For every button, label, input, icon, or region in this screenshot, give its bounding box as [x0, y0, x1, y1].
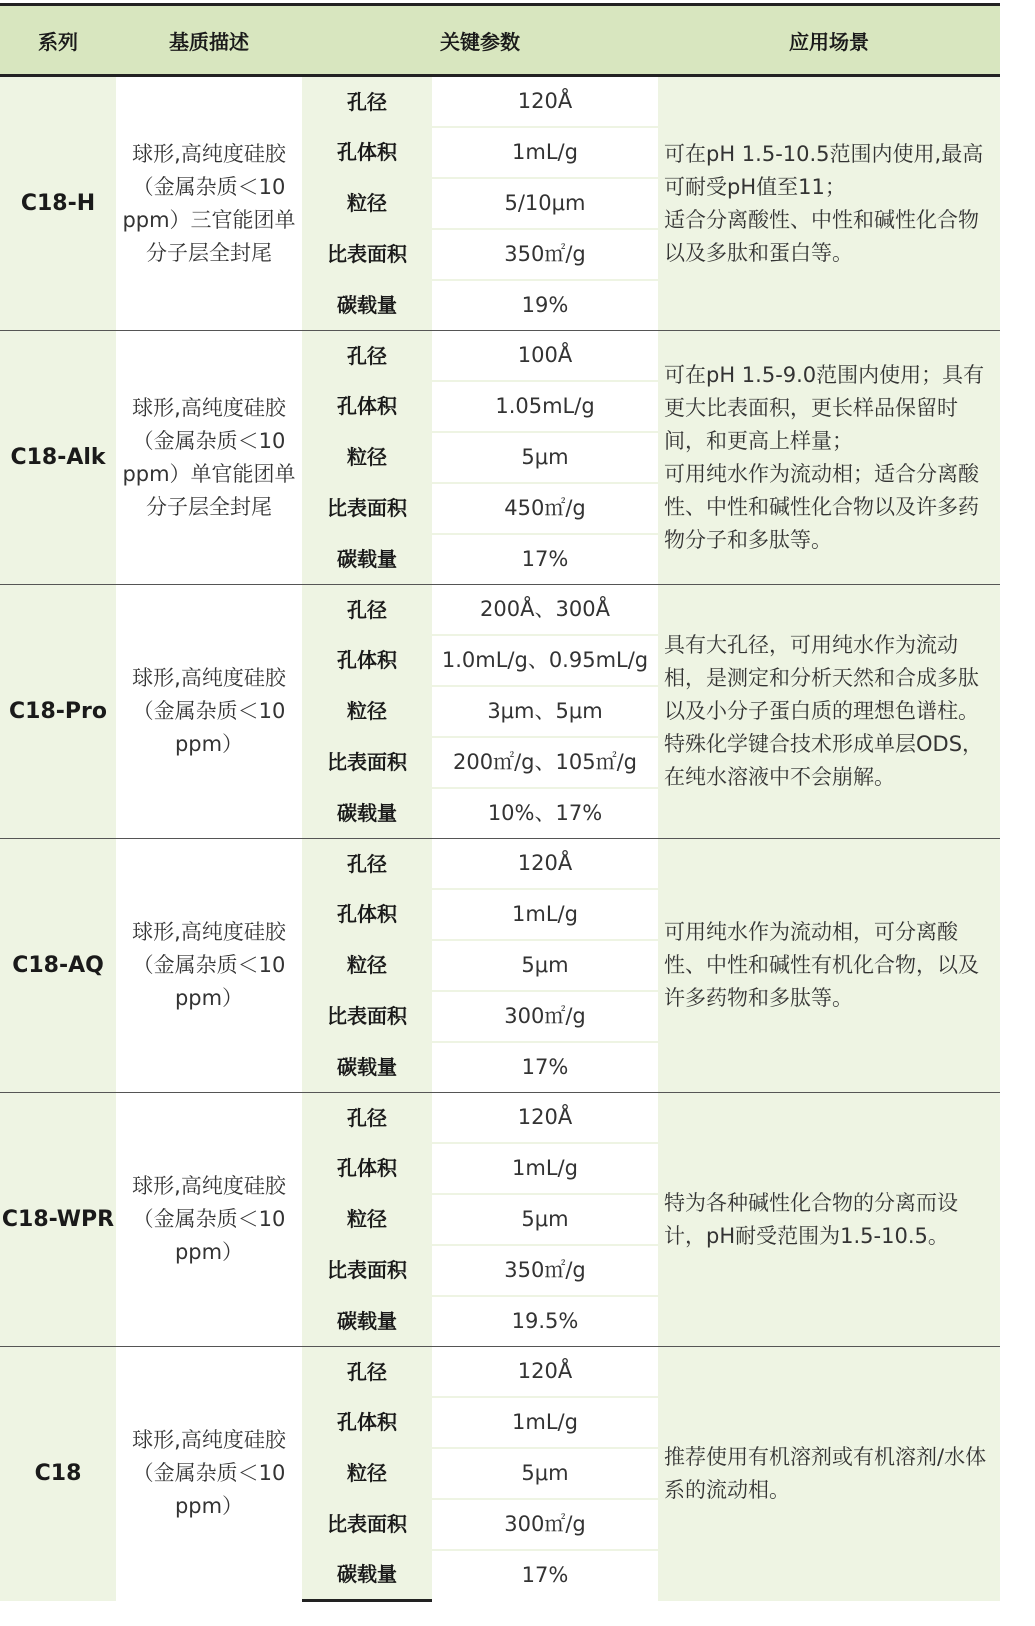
header-matrix: 基质描述	[116, 5, 302, 76]
table-row	[0, 1347, 1000, 1398]
param-value: 5μm	[432, 940, 658, 991]
param-name: 粒径	[302, 1194, 432, 1245]
series-name: C18-H	[0, 76, 116, 331]
param-name: 粒径	[302, 940, 432, 991]
table-body	[0, 76, 1000, 1601]
param-value: 350㎡/g	[432, 229, 658, 280]
application-text: 可在pH 1.5-10.5范围内使用,最高可耐受pH值至11； 适合分离酸性、中性和碱性化合物以及多肽和蛋白等。	[658, 76, 1000, 331]
param-value: 300㎡/g	[432, 991, 658, 1042]
matrix-description: 球形,高纯度硅胶（金属杂质＜10 ppm）	[116, 1347, 302, 1601]
param-value: 1mL/g	[432, 889, 658, 940]
header-series: 系列	[0, 5, 116, 76]
param-name: 碳载量	[302, 534, 432, 585]
table-row	[0, 331, 1000, 382]
param-name: 孔径	[302, 839, 432, 890]
param-name: 孔径	[302, 1347, 432, 1398]
param-name: 孔径	[302, 585, 432, 636]
param-value: 5μm	[432, 432, 658, 483]
param-value: 19.5%	[432, 1296, 658, 1347]
param-name: 碳载量	[302, 1296, 432, 1347]
param-name: 孔径	[302, 1093, 432, 1144]
param-value: 1mL/g	[432, 1143, 658, 1194]
application-text: 可在pH 1.5-9.0范围内使用；具有更大比表面积，更长样品保留时间，和更高上样量； 可用纯水作为流动相；适合分离酸性、中性和碱性化合物以及许多药物分子和多肽等。	[658, 331, 1000, 585]
param-name: 比表面积	[302, 1499, 432, 1550]
application-text: 具有大孔径，可用纯水作为流动相，是测定和分析天然和合成多肽以及小分子蛋白质的理想色谱柱。 特殊化学键合技术形成单层ODS，在纯水溶液中不会崩解。	[658, 585, 1000, 839]
param-name: 孔体积	[302, 1397, 432, 1448]
param-value: 300㎡/g	[432, 1499, 658, 1550]
param-value: 120Å	[432, 1093, 658, 1144]
param-value: 5/10μm	[432, 178, 658, 229]
param-name: 粒径	[302, 432, 432, 483]
param-name: 孔体积	[302, 381, 432, 432]
param-name: 比表面积	[302, 1245, 432, 1296]
param-name: 比表面积	[302, 737, 432, 788]
param-name: 孔体积	[302, 1143, 432, 1194]
param-value: 200Å、300Å	[432, 585, 658, 636]
param-name: 粒径	[302, 178, 432, 229]
param-value: 3μm、5μm	[432, 686, 658, 737]
param-name: 比表面积	[302, 229, 432, 280]
series-name: C18-WPR	[0, 1093, 116, 1347]
param-name: 粒径	[302, 686, 432, 737]
table-row	[0, 585, 1000, 636]
param-name: 粒径	[302, 1448, 432, 1499]
param-name: 孔体积	[302, 889, 432, 940]
matrix-description: 球形,高纯度硅胶（金属杂质＜10 ppm）	[116, 839, 302, 1093]
matrix-description: 球形,高纯度硅胶（金属杂质＜10 ppm）单官能团单分子层全封尾	[116, 331, 302, 585]
application-text: 特为各种碱性化合物的分离而设计，pH耐受范围为1.5-10.5。	[658, 1093, 1000, 1347]
param-value: 10%、17%	[432, 788, 658, 839]
series-name: C18-Pro	[0, 585, 116, 839]
param-value: 200㎡/g、105㎡/g	[432, 737, 658, 788]
param-name: 孔径	[302, 76, 432, 128]
param-value: 19%	[432, 280, 658, 331]
header-application: 应用场景	[658, 5, 1000, 76]
application-text: 可用纯水作为流动相，可分离酸性、中性和碱性有机化合物，以及许多药物和多肽等。	[658, 839, 1000, 1093]
param-value: 1mL/g	[432, 1397, 658, 1448]
header-row	[0, 5, 1000, 76]
matrix-description: 球形,高纯度硅胶（金属杂质＜10 ppm）	[116, 585, 302, 839]
param-name: 孔体积	[302, 635, 432, 686]
param-name: 碳载量	[302, 280, 432, 331]
param-value: 120Å	[432, 839, 658, 890]
matrix-description: 球形,高纯度硅胶（金属杂质＜10 ppm）	[116, 1093, 302, 1347]
series-name: C18-Alk	[0, 331, 116, 585]
param-value: 120Å	[432, 76, 658, 128]
param-name: 孔径	[302, 331, 432, 382]
param-value: 1.05mL/g	[432, 381, 658, 432]
series-name: C18-AQ	[0, 839, 116, 1093]
table-row	[0, 1093, 1000, 1144]
param-value: 100Å	[432, 331, 658, 382]
table-row	[0, 839, 1000, 890]
param-name: 碳载量	[302, 1042, 432, 1093]
application-text: 推荐使用有机溶剂或有机溶剂/水体系的流动相。	[658, 1347, 1000, 1601]
param-value: 350㎡/g	[432, 1245, 658, 1296]
param-name: 比表面积	[302, 483, 432, 534]
param-value: 1mL/g	[432, 127, 658, 178]
param-value: 17%	[432, 1550, 658, 1601]
param-value: 17%	[432, 534, 658, 585]
param-name: 孔体积	[302, 127, 432, 178]
table-row	[0, 76, 1000, 128]
param-value: 1.0mL/g、0.95mL/g	[432, 635, 658, 686]
param-value: 450㎡/g	[432, 483, 658, 534]
param-value: 17%	[432, 1042, 658, 1093]
product-spec-table	[0, 3, 1000, 1602]
param-value: 5μm	[432, 1194, 658, 1245]
param-value: 5μm	[432, 1448, 658, 1499]
header-params: 关键参数	[302, 5, 658, 76]
matrix-description: 球形,高纯度硅胶（金属杂质＜10 ppm）三官能团单分子层全封尾	[116, 76, 302, 331]
param-name: 比表面积	[302, 991, 432, 1042]
series-name: C18	[0, 1347, 116, 1601]
table-header	[0, 5, 1000, 76]
param-value: 120Å	[432, 1347, 658, 1398]
param-name: 碳载量	[302, 788, 432, 839]
param-name: 碳载量	[302, 1550, 432, 1601]
